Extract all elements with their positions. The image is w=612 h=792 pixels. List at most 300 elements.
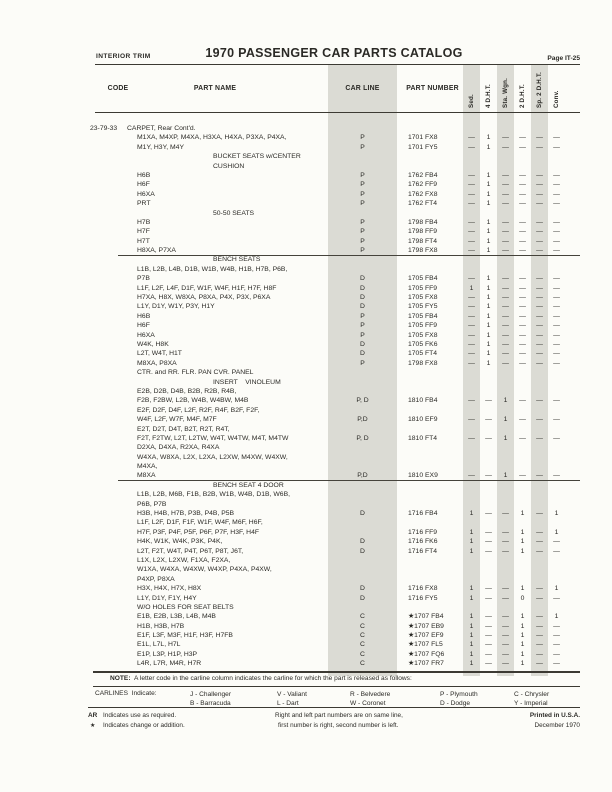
part-number: 1810 FT4: [408, 434, 438, 442]
part-number-note-line1: Right and left part numbers are on same line,: [275, 712, 403, 719]
car-line-code: P: [360, 190, 365, 198]
qty-cell: —: [502, 528, 509, 536]
qty-cell: —: [536, 528, 543, 536]
part-name: W4XA, W8XA, L2X, L2XA, L2XW, M4XW, W4XW,: [137, 453, 288, 461]
qty-cell: 1: [486, 171, 491, 179]
qty-cell: 1: [554, 613, 559, 621]
qty-cell: —: [502, 660, 509, 668]
column-header-4dht: 4 D.H.T.: [485, 84, 492, 108]
part-name: H7B: [137, 218, 151, 226]
part-number: 1716 FX8: [408, 585, 438, 593]
qty-cell: 1: [520, 650, 525, 658]
part-number: ★1707 FB4: [408, 613, 444, 621]
part-name: L1F, L2F, L4F, D1F, W1F, W4F, H1F, H7F, H8F: [137, 284, 277, 292]
subsection-header-row: [88, 481, 580, 490]
qty-cell: —: [553, 294, 560, 302]
part-name: W4K, H8K: [137, 340, 169, 348]
qty-cell: —: [485, 622, 492, 630]
part-name: H6B: [137, 312, 151, 320]
table-row: [88, 368, 580, 377]
qty-cell: —: [468, 143, 475, 151]
qty-cell: 1: [554, 528, 559, 536]
part-number: 1762 FF9: [408, 181, 438, 189]
qty-cell: 1: [520, 613, 525, 621]
qty-cell: —: [502, 237, 509, 245]
part-name: F2T, F2TW, L2T, L2TW, W4T, W4TW, M4T, M4TW: [137, 434, 289, 442]
part-number: 1705 FY5: [408, 303, 438, 311]
qty-cell: —: [468, 190, 475, 198]
qty-cell: —: [502, 171, 509, 179]
table-row: [88, 359, 580, 368]
qty-cell: 1: [486, 303, 491, 311]
qty-cell: —: [519, 190, 526, 198]
qty-cell: —: [485, 528, 492, 536]
part-name: L1Y, D1Y, W1Y, P3Y, H1Y: [137, 303, 215, 311]
table-row: [88, 547, 580, 556]
part-number: 1705 FT4: [408, 350, 438, 358]
qty-cell: —: [519, 472, 526, 480]
carline-entry: C - Chrysler: [514, 691, 550, 698]
qty-cell: —: [536, 632, 543, 640]
part-number: 1762 FT4: [408, 200, 438, 208]
qty-cell: —: [536, 322, 543, 330]
table-row: [88, 603, 580, 612]
qty-cell: 1: [469, 585, 474, 593]
qty-cell: —: [485, 416, 492, 424]
part-name: E2T, D2T, D4T, B2T, R2T, R4T,: [137, 425, 230, 433]
carline-entry: B - Barracuda: [190, 700, 231, 708]
car-line-code: C: [360, 613, 365, 621]
part-name: H3X, H4X, H7X, H8X: [137, 585, 202, 593]
part-number: 1716 FK6: [408, 538, 438, 546]
table-row: [88, 246, 580, 255]
qty-cell: 1: [520, 585, 525, 593]
qty-cell: —: [553, 416, 560, 424]
qty-cell: —: [485, 613, 492, 621]
table-row: [88, 584, 580, 593]
part-name: L2T, W4T, H1T: [137, 350, 182, 358]
qty-cell: —: [468, 322, 475, 330]
table-row: [88, 500, 580, 509]
part-name: E2F, D2F, D4F, L2F, R2F, R4F, B2F, F2F,: [137, 406, 260, 414]
part-number: 1810 EX9: [408, 472, 438, 480]
qty-cell: —: [468, 237, 475, 245]
qty-cell: —: [502, 284, 509, 292]
qty-cell: —: [553, 641, 560, 649]
qty-cell: 1: [486, 247, 491, 255]
qty-cell: —: [553, 660, 560, 668]
qty-cell: 1: [503, 416, 508, 424]
note-label: NOTE:: [110, 675, 131, 682]
car-line-code: D: [360, 350, 365, 358]
table-row: [88, 133, 580, 142]
column-header-rule: [95, 112, 580, 113]
qty-cell: —: [536, 134, 543, 142]
header-rule: [95, 64, 580, 65]
table-row: [88, 453, 580, 462]
column-header-part-name: PART NAME: [193, 85, 237, 92]
qty-cell: —: [536, 228, 543, 236]
qty-cell: —: [536, 434, 543, 442]
part-name: L4R, L7R, M4R, H7R: [137, 660, 202, 668]
qty-cell: 1: [469, 632, 474, 640]
qty-cell: 1: [469, 510, 474, 518]
qty-cell: —: [519, 134, 526, 142]
part-number: 1798 FX8: [408, 359, 438, 367]
qty-cell: —: [519, 312, 526, 320]
car-line-code: P,D: [357, 416, 368, 424]
qty-cell: —: [502, 538, 509, 546]
carline-entry: R - Belvedere: [350, 691, 391, 698]
carline-entry: V - Valiant: [277, 691, 307, 698]
qty-cell: —: [485, 397, 492, 405]
qty-cell: —: [468, 331, 475, 339]
qty-cell: 1: [486, 350, 491, 358]
qty-cell: 1: [469, 613, 474, 621]
part-number: 1798 FX8: [408, 247, 438, 255]
qty-cell: —: [536, 359, 543, 367]
carlines-label: CARLINES Indicate:: [95, 690, 157, 697]
part-name: L1Y, D1Y, F1Y, H4Y: [137, 594, 197, 602]
qty-cell: —: [502, 641, 509, 649]
part-name: W4F, L2F, W7F, M4F, M7F: [137, 416, 217, 424]
part-name: W/O HOLES FOR SEAT BELTS: [137, 603, 234, 611]
qty-cell: —: [468, 200, 475, 208]
qty-cell: —: [519, 331, 526, 339]
section-label: INTERIOR TRIM: [96, 53, 151, 60]
qty-cell: —: [553, 303, 560, 311]
subsection-header-row: [88, 152, 580, 161]
qty-cell: —: [502, 312, 509, 320]
qty-cell: —: [519, 340, 526, 348]
qty-cell: —: [553, 228, 560, 236]
qty-cell: 1: [486, 284, 491, 292]
part-number: ★1707 FQ6: [408, 650, 445, 658]
part-name: H6XA: [137, 331, 155, 339]
qty-cell: —: [536, 200, 543, 208]
part-name: H6B: [137, 171, 151, 179]
table-row: [88, 265, 580, 274]
qty-cell: —: [519, 359, 526, 367]
qty-cell: 1: [520, 528, 525, 536]
qty-cell: —: [502, 585, 509, 593]
car-line-code: D: [360, 294, 365, 302]
qty-cell: —: [485, 510, 492, 518]
qty-cell: 1: [520, 547, 525, 555]
part-name: P4XP, P8XA: [137, 575, 175, 583]
qty-cell: —: [502, 613, 509, 621]
part-name: L1F, L2F, D1F, F1F, W1F, W4F, M6F, H6F,: [137, 519, 263, 527]
carlines-rule: [88, 707, 580, 708]
qty-cell: —: [553, 547, 560, 555]
table-row: [88, 462, 580, 471]
part-name: F2B, F2BW, L2B, W4B, W4BW, M4B: [137, 397, 249, 405]
qty-cell: —: [553, 247, 560, 255]
table-row: [88, 490, 580, 499]
qty-cell: —: [536, 284, 543, 292]
part-name: CTR. and RR. FLR. PAN CVR. PANEL: [137, 369, 254, 377]
qty-cell: —: [536, 538, 543, 546]
qty-cell: —: [468, 416, 475, 424]
car-line-code: P: [360, 181, 365, 189]
qty-cell: 1: [520, 660, 525, 668]
qty-cell: 1: [520, 538, 525, 546]
qty-cell: —: [553, 190, 560, 198]
qty-cell: —: [502, 200, 509, 208]
qty-cell: 1: [554, 510, 559, 518]
part-number: 1705 FF9: [408, 284, 438, 292]
table-row: [88, 537, 580, 546]
column-header-station-wagon: Sta. Wgn.: [502, 78, 509, 108]
ar-text: Indicates use as required.: [103, 712, 177, 719]
table-row: [88, 659, 580, 668]
table-row: [88, 321, 580, 330]
qty-cell: 1: [486, 190, 491, 198]
table-row: [88, 471, 580, 480]
carline-entry: Y - Imperial: [514, 700, 548, 708]
subsection-title: BENCH SEATS: [213, 256, 261, 264]
qty-cell: —: [536, 660, 543, 668]
qty-cell: —: [553, 312, 560, 320]
car-line-code: D: [360, 303, 365, 311]
table-row: [88, 406, 580, 415]
qty-cell: —: [468, 294, 475, 302]
qty-cell: —: [553, 237, 560, 245]
table-row: [88, 622, 580, 631]
part-name: L1X, L2X, L2XW, F1XA, F2XA,: [137, 556, 231, 564]
qty-cell: 1: [486, 143, 491, 151]
star-icon: ★: [90, 722, 96, 729]
car-line-code: D: [360, 547, 365, 555]
part-number: ★1707 FR7: [408, 660, 444, 668]
qty-cell: —: [536, 416, 543, 424]
qty-cell: —: [553, 632, 560, 640]
part-name: L1B, L2B, M6B, F1B, B2B, W1B, W4B, D1B, W6B,: [137, 491, 290, 499]
subsection-title: CUSHION: [213, 162, 245, 170]
qty-cell: 1: [486, 181, 491, 189]
qty-cell: —: [502, 622, 509, 630]
table-row: [88, 594, 580, 603]
qty-cell: —: [536, 237, 543, 245]
part-name: H7F, P3F, P4F, P5F, P6F, P7F, H3F, H4F: [137, 528, 260, 536]
qty-cell: —: [485, 585, 492, 593]
qty-cell: —: [553, 397, 560, 405]
part-number-note-line2: first number is right, second number is left.: [278, 722, 399, 729]
qty-cell: —: [536, 331, 543, 339]
car-line-code: C: [360, 632, 365, 640]
qty-cell: 1: [486, 275, 491, 283]
qty-cell: —: [536, 190, 543, 198]
part-number: 1705 FX8: [408, 331, 438, 339]
car-line-code: D: [360, 275, 365, 283]
qty-cell: —: [485, 538, 492, 546]
part-number: 1762 FX8: [408, 190, 438, 198]
printed-in-usa: Printed in U.S.A.: [529, 712, 580, 719]
qty-cell: —: [519, 181, 526, 189]
table-row: [88, 190, 580, 199]
part-name: P7B: [137, 275, 150, 283]
print-date: December 1970: [534, 722, 580, 729]
qty-cell: —: [536, 472, 543, 480]
qty-cell: —: [553, 622, 560, 630]
qty-cell: 1: [486, 134, 491, 142]
qty-cell: —: [502, 350, 509, 358]
qty-cell: —: [502, 275, 509, 283]
qty-cell: 1: [486, 312, 491, 320]
qty-cell: 1: [486, 294, 491, 302]
part-name: H8XA, P7XA: [137, 247, 176, 255]
qty-cell: —: [519, 303, 526, 311]
part-number: 1705 FB4: [408, 275, 438, 283]
column-header-2dht: 2 D.H.T.: [519, 84, 526, 108]
qty-cell: —: [553, 275, 560, 283]
table-row: [88, 415, 580, 424]
qty-cell: —: [468, 181, 475, 189]
part-number: 1716 FT4: [408, 547, 438, 555]
car-line-code: P, D: [356, 434, 369, 442]
part-number: 1701 FY5: [408, 143, 438, 151]
table-row: [88, 180, 580, 189]
qty-cell: —: [536, 622, 543, 630]
carline-column: [440, 690, 478, 709]
car-line-code: D: [360, 284, 365, 292]
part-name: D2XA, D4XA, R2XA, R4XA: [137, 444, 220, 452]
subsection-title: BENCH SEAT 4 DOOR: [213, 481, 284, 489]
star-text: Indicates change or addition.: [103, 722, 185, 729]
part-name: CARPET, Rear Cont'd.: [127, 125, 196, 132]
qty-cell: 1: [469, 641, 474, 649]
carline-entry: D - Dodge: [440, 700, 471, 708]
qty-cell: —: [468, 359, 475, 367]
part-name: PRT: [137, 200, 151, 208]
car-line-code: P: [360, 218, 365, 226]
qty-cell: —: [536, 218, 543, 226]
qty-cell: 1: [520, 622, 525, 630]
part-name: E2B, D2B, D4B, B2B, R2B, R4B,: [137, 387, 237, 395]
part-name: M8XA, P8XA: [137, 359, 177, 367]
qty-cell: 1: [486, 237, 491, 245]
qty-cell: —: [519, 350, 526, 358]
qty-cell: —: [468, 275, 475, 283]
qty-cell: 1: [486, 331, 491, 339]
qty-cell: —: [519, 200, 526, 208]
part-number: 1705 FK6: [408, 340, 438, 348]
part-name: H1B, H3B, H7B: [137, 622, 185, 630]
part-number: 1798 FF9: [408, 228, 438, 236]
table-row: [88, 425, 580, 434]
car-line-code: P: [360, 331, 365, 339]
part-name: E1F, L3F, M3F, H1F, H3F, H7FB: [137, 632, 233, 640]
qty-cell: —: [468, 472, 475, 480]
car-line-code: D: [360, 594, 365, 602]
qty-cell: —: [536, 613, 543, 621]
qty-cell: —: [553, 181, 560, 189]
car-line-code: C: [360, 641, 365, 649]
qty-cell: —: [502, 632, 509, 640]
part-number: ★1707 EF9: [408, 632, 444, 640]
part-number: 1798 FB4: [408, 218, 438, 226]
qty-cell: —: [502, 181, 509, 189]
part-name: H3B, H4B, H7B, P3B, P4B, P5B: [137, 510, 235, 518]
table-row: [88, 612, 580, 621]
table-row: [88, 528, 580, 537]
car-line-code: P: [360, 312, 365, 320]
car-line-code: P, D: [356, 397, 369, 405]
qty-cell: —: [502, 228, 509, 236]
qty-cell: —: [536, 294, 543, 302]
subsection-header-row: [88, 378, 580, 387]
qty-cell: 1: [486, 340, 491, 348]
table-row: [88, 302, 580, 311]
qty-cell: —: [553, 434, 560, 442]
qty-cell: —: [519, 416, 526, 424]
table-row: [88, 199, 580, 208]
qty-cell: —: [536, 181, 543, 189]
qty-cell: —: [502, 510, 509, 518]
carline-entry: L - Dart: [277, 700, 299, 708]
qty-cell: —: [553, 350, 560, 358]
car-line-code: P: [360, 134, 365, 142]
table-row: [88, 293, 580, 302]
car-line-code: P,D: [357, 472, 368, 480]
table-row: [88, 331, 580, 340]
car-line-code: C: [360, 622, 365, 630]
part-name: H7T: [137, 237, 150, 245]
qty-cell: —: [553, 472, 560, 480]
qty-cell: —: [468, 397, 475, 405]
subsection-header-row: [88, 162, 580, 171]
qty-cell: —: [468, 134, 475, 142]
table-row: [88, 312, 580, 321]
part-number: 1716 FF9: [408, 528, 438, 536]
qty-cell: 1: [520, 510, 525, 518]
qty-cell: —: [553, 171, 560, 179]
qty-cell: 1: [486, 322, 491, 330]
table-row: [88, 349, 580, 358]
car-line-code: P: [360, 228, 365, 236]
qty-cell: —: [468, 350, 475, 358]
qty-cell: 1: [469, 660, 474, 668]
part-name: L1B, L2B, L4B, D1B, W1B, W4B, H1B, H7B, P6B,: [137, 265, 288, 273]
part-name: H4K, W1K, W4K, P3K, P4K,: [137, 538, 223, 546]
qty-cell: —: [502, 359, 509, 367]
table-bottom-rule: [93, 671, 580, 673]
car-line-code: D: [360, 340, 365, 348]
carline-column: [277, 690, 307, 709]
qty-cell: —: [553, 594, 560, 602]
note-rule: [93, 686, 580, 687]
subsection-title: INSERT VINOLEUM: [213, 378, 281, 386]
car-line-code: P: [360, 171, 365, 179]
car-line-code: D: [360, 538, 365, 546]
part-name: M1Y, H3Y, M4Y: [137, 143, 184, 151]
qty-cell: —: [536, 303, 543, 311]
qty-cell: —: [519, 171, 526, 179]
qty-cell: —: [502, 547, 509, 555]
qty-cell: —: [519, 275, 526, 283]
car-line-code: D: [360, 510, 365, 518]
part-number: 1810 FB4: [408, 397, 438, 405]
qty-cell: 1: [486, 218, 491, 226]
qty-cell: —: [502, 294, 509, 302]
table-row: [88, 143, 580, 152]
subsection-title: BUCKET SEATS w/CENTER: [213, 153, 301, 161]
qty-cell: 1: [486, 359, 491, 367]
page-title: 1970 PASSENGER CAR PARTS CATALOG: [205, 46, 463, 60]
table-row: [88, 565, 580, 574]
qty-cell: —: [553, 143, 560, 151]
qty-cell: —: [485, 594, 492, 602]
